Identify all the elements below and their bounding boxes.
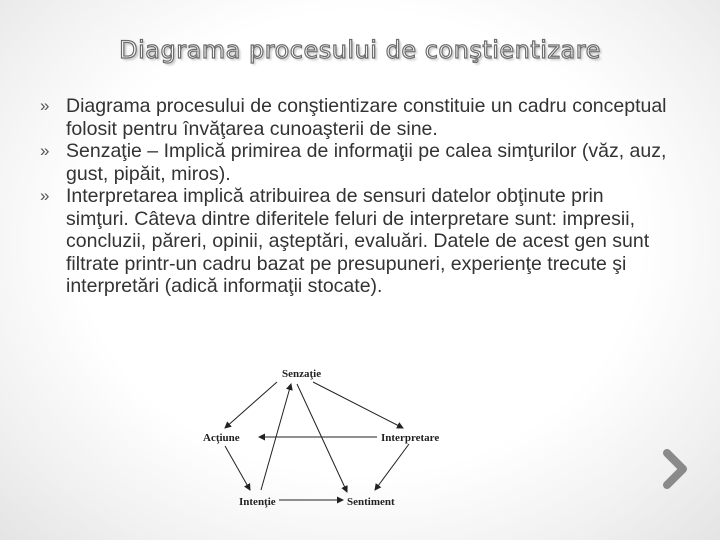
node-intentie: Intenţie bbox=[239, 496, 276, 508]
chevron-right-icon[interactable] bbox=[663, 447, 691, 491]
node-actiune: Acţiune bbox=[203, 432, 240, 444]
bullet-item bbox=[40, 140, 670, 185]
bullet-marker: » bbox=[40, 186, 50, 205]
bullet-marker: » bbox=[40, 141, 50, 160]
edge-actiune-intentie bbox=[225, 446, 250, 490]
bullet-text: Interpretarea implică atribuirea de sensuri datelor obţinute prin simţuri. Câteva dintre diferitele feluri de interpretare sunt: impresii, concluzii, păreri, opinii, aşteptări, evaluări. Datele de acest gen sunt filtrate printr-un cadru bazat pe presupuneri, experienţe trecute şi interpretări (adică informaţii stocate). bbox=[66, 185, 650, 297]
edge-senzatie-actiune bbox=[225, 382, 277, 428]
bullet-marker: » bbox=[40, 96, 50, 115]
bullet-text: Senzaţie – Implică primirea de informaţii pe calea simţurilor (văz, auz, gust, pipăit, miros). bbox=[66, 140, 667, 185]
edge-interpretare-sentiment bbox=[375, 444, 409, 490]
awareness-process-diagram bbox=[195, 362, 455, 512]
slide-title: Diagrama procesului de conştientizare bbox=[119, 36, 601, 64]
node-interpretare: Interpretare bbox=[381, 432, 440, 444]
node-sentiment: Sentiment bbox=[347, 496, 395, 508]
bullet-list bbox=[40, 95, 670, 298]
bullet-text: Diagrama procesului de conştientizare constituie un cadru conceptual folosit pentru învăţarea cunoaşterii de sine. bbox=[66, 95, 667, 140]
edge-senzatie-interpretare bbox=[313, 382, 403, 428]
bullet-item bbox=[40, 95, 670, 140]
bullet-item bbox=[40, 185, 670, 298]
node-senzatie: Senzaţie bbox=[282, 368, 322, 380]
edge-senzatie-sentiment bbox=[297, 384, 347, 492]
